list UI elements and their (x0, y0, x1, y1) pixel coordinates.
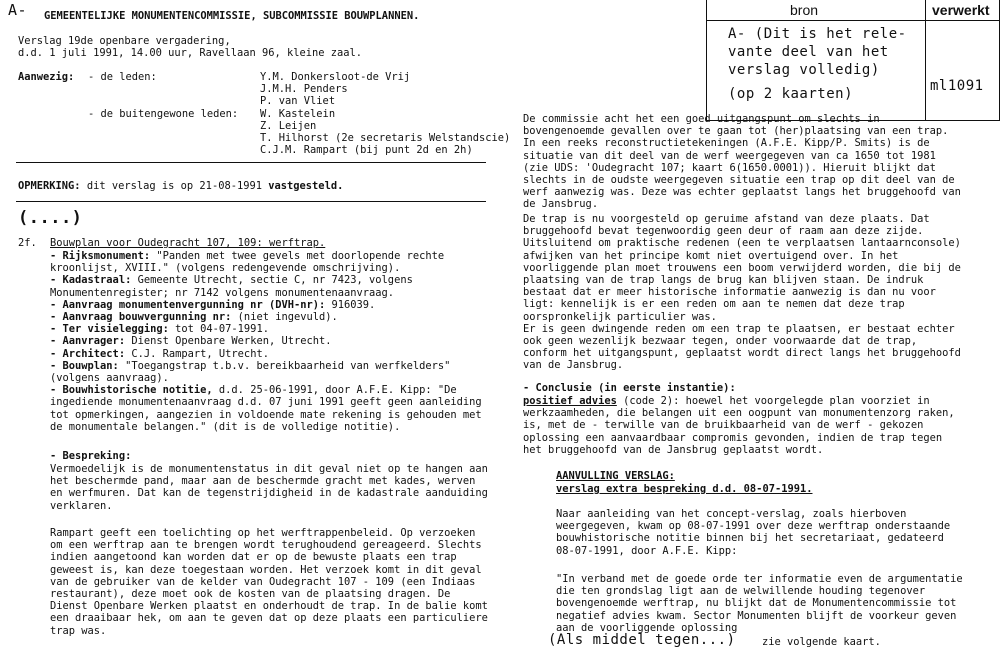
stamp-header-rule (706, 20, 999, 21)
addendum-line: weergegeven, kwam op 08-07-1991 over deze werftrap onderstaande (556, 520, 951, 533)
discussion-line: het beschermde pand, maar aan de beschermde gracht met kades, werven (50, 475, 476, 488)
quote-line: "In verband met de goede orde ter informatie even de argumentatie (556, 573, 963, 585)
item-detail-line: tot opmerkingen, aangezien in voldoende mate rekening is gehouden met (50, 408, 482, 421)
divider-1 (16, 162, 486, 163)
members-label: - de leden: (88, 71, 157, 83)
extra-member-4: C.J.M. Rampart (bij punt 2d en 2h) (260, 144, 473, 156)
right-text-line: conform het uitgangspunt, geplaatst wordt direct langs het bruggehoofd (523, 347, 961, 360)
discussion-line: een draaibaar hek, om aan te geven dat op deze plaats een particuliere (50, 612, 488, 625)
handwritten-continuation: (Als middel tegen...) (548, 632, 736, 648)
right-text-line: voorliggende plan moet trouwens een boom verwijderd worden, die bij de (523, 261, 961, 274)
discussion-line: restaurant), deze moet ook de kosten van de plaatsing dragen. De (50, 588, 451, 601)
stamp-note-line-4: (op 2 kaarten) (728, 86, 854, 102)
item-detail-line: kroonlijst, XVIII." (volgens redengevende omschrijving). (50, 262, 401, 275)
item-detail-line: - Bouwhistorische notitie, d.d. 25-06-1991, door A.F.E. Kipp: "De (50, 384, 457, 397)
kipp-quote (556, 573, 963, 634)
discussion-line: van de gebruiker van de kelder van Oudegracht 107 - 109 (een Indiaas (50, 575, 476, 588)
right-text-line: bestaat dat er meer historische informatie aanwezig is dan nu voor (523, 286, 936, 299)
quote-line: die ten grondslag ligt aan de welwillende houding tegenover (556, 585, 926, 598)
item-detail-line: - Rijksmonument: "Panden met twee gevels met doorlopende rechte (50, 250, 445, 262)
right-text-line: De commissie acht het een goed uitgangspunt om slechts in (523, 113, 880, 125)
right-text-line: In een reeks reconstructietekeningen (A.F.E. Kipp/P. Smits) is de (523, 137, 930, 150)
archive-stamp (706, 0, 1000, 121)
extra-members-label: - de buitengewone leden: (88, 108, 239, 120)
stamp-column-rule (925, 0, 926, 121)
right-text-line: slechts in de oudste weergegeven situatie een trap op dit deel van de (523, 174, 955, 187)
discussion-line: trap was. (50, 624, 107, 637)
conclusion-label: - Conclusie (in eerste instantie): (523, 382, 736, 394)
right-text-line: bruggehoofd bevat tegenwoordig geen deur of raam aan deze zijde. (523, 225, 924, 238)
item-detail-line: ingediende monumentenaanvraag d.d. 07 juni 1991 geeft geen aanleiding (50, 396, 482, 409)
extra-member-1: W. Kastelein (260, 108, 336, 120)
conclusion-advice (523, 395, 955, 456)
item-detail-line: - Architect: C.J. Rampart, Utrecht. (50, 347, 269, 360)
right-text-line: ook geen wezenlijk bezwaar tegen, onder voorwaarde dat de trap, (523, 335, 918, 348)
stamp-note-line-2: vante deel van het (728, 44, 889, 60)
addendum-line: Naar aanleiding van het concept-verslag, zoals hierboven (556, 508, 907, 520)
attendance-label: Aanwezig: (18, 71, 75, 83)
item-number: 2f. (18, 237, 37, 249)
discussion-line: Dienst Openbare Werken plaatst en onderhoudt de trap. In de balie komt (50, 600, 488, 613)
addendum-title: AANVULLING VERSLAG: (556, 470, 675, 482)
discussion-line: verklaren. (50, 499, 113, 512)
intro-line-2: d.d. 1 juli 1991, 14.00 uur, Ravellaan 96, kleine zaal. (18, 47, 363, 59)
advice-label: positief advies (523, 395, 617, 407)
item-details (50, 250, 482, 433)
member-1: Y.M. Donkersloot-de Vrij (260, 71, 411, 83)
right-text-line: van de Jansbrug. (523, 359, 624, 372)
item-detail-line: - Bouwplan: "Toegangstrap t.b.v. bereikbaarheid van werfkelders" (50, 359, 451, 372)
discussion-label: - Bespreking: (50, 450, 132, 462)
continued-note: zie volgende kaart. (762, 636, 881, 648)
quote-line: negatief advies kwam. Sector Monumenten blijft de voorkeur geven (556, 609, 957, 622)
intro-line-1: Verslag 19de openbare vergadering, (18, 35, 231, 47)
stamp-note-line-1: A- (Dit is het rele- (728, 26, 907, 42)
discussion-para-2 (50, 527, 488, 637)
right-text-line: bovengenoemde gevallen over te gaan tot (her)plaatsing van een trap. (523, 125, 949, 138)
item-detail-line: de monumentale belangen." (dit is de volledige notitie). (50, 420, 401, 433)
extra-member-3: T. Hilhorst (2e secretaris Welstandscie) (260, 132, 511, 144)
advice-line: het bruggehoofd van de Jansbrug geplaatst wordt. (523, 443, 824, 456)
addendum-text (556, 508, 950, 557)
addendum-line: bouwhistorische notitie binnen bij het secretariaat, gedateerd (556, 532, 944, 545)
advice-line: oplossing een aanvaardbaar compromis gevonden, indien de trap tegen (523, 431, 943, 444)
right-para-1 (523, 113, 961, 211)
document-title: GEMEENTELIJKE MONUMENTENCOMMISSIE, SUBCOMMISSIE BOUWPLANNEN. (44, 10, 420, 22)
quote-line: bovengenoemde werftrap, nu blijkt dat de Monumentencommissie tot (556, 597, 957, 610)
discussion-para-1 (50, 463, 488, 512)
discussion-line: om een werftrap aan te brengen wordt terughoudend gereageerd. Slechts (50, 539, 482, 552)
advice-line: positief advies (code 2): hoewel het voorgelegde plan voorziet in (523, 395, 930, 407)
item-detail-line: - Kadastraal: Gemeente Utrecht, sectie C, nr 7423, volgens (50, 274, 413, 287)
right-text-line: Uitsluitend om praktische redenen (een te verplaatsen lantaarnconsole) (523, 237, 961, 250)
item-detail-line: (volgens aanvraag). (50, 372, 169, 385)
discussion-line: Vermoedelijk is de monumentenstatus in dit geval niet op te hangen aan (50, 463, 488, 475)
right-text-line: (zie UDS: 'Oudegracht 107; kaart 6(1650.0001)). Hieruit blijkt dat (523, 161, 936, 174)
item-detail-line: - Ter visielegging: tot 04-07-1991. (50, 323, 269, 336)
item-detail-line: - Aanvrager: Dienst Openbare Werken, Utrecht. (50, 335, 332, 348)
extra-member-2: Z. Leijen (260, 120, 317, 132)
ellipsis-marker: (....) (18, 208, 83, 228)
advice-line: werkzaamheden, die belangen uit een oogpunt van monumentenzorg raken, (523, 407, 955, 420)
stamp-col-bron: bron (790, 2, 819, 18)
stamp-note-line-3: verslag volledig) (728, 62, 880, 78)
right-text-line: oorspronkelijk particulier was. (523, 310, 717, 323)
right-text-line: situatie van dit deel van de werf weergegeven van ca 1650 tot 1981 (523, 149, 936, 162)
stamp-reference: ml1091 (930, 78, 984, 94)
right-text-line: De trap is nu voorgesteld op geruime afstand van deze plaats. Dat (523, 213, 930, 225)
right-text-line: ligt: kennelijk is er een reden om aan te nemen dat deze trap (523, 298, 905, 311)
quote-line: aan de voorliggende oplossing (556, 621, 738, 634)
advice-line: is, met de - terwille van de bruikbaarheid van de werf - gekozen (523, 419, 924, 432)
item-title: Bouwplan voor Oudegracht 107, 109: werftrap. (50, 237, 326, 249)
item-detail-line: - Aanvraag monumentenvergunning nr (DVH-nr): 916039. (50, 298, 376, 311)
discussion-line: en werfmuren. Dat kan de tegenstrijdigheid in de kadastrale aanduiding (50, 487, 488, 500)
stamp-col-verwerkt: verwerkt (932, 2, 990, 18)
right-text-line: werf aanwezig was. Deze was echter geplaatst langs het bruggehoofd van (523, 186, 961, 199)
addendum-subtitle: verslag extra bespreking d.d. 08-07-1991. (556, 483, 813, 495)
discussion-line: geweest is, kan deze toegestaan worden. Het verzoek komt in dit geval (50, 563, 482, 576)
right-text-line: Er is geen dwingende reden om een trap te plaatsen, er bestaat echter (523, 322, 955, 335)
addendum-line: 08-07-1991, door A.F.E. Kipp: (556, 544, 738, 557)
divider-2 (16, 201, 486, 202)
remark: OPMERKING: dit verslag is op 21-08-1991 vastgesteld. (18, 180, 344, 192)
member-2: J.M.H. Penders (260, 83, 348, 95)
right-para-2 (523, 213, 961, 372)
discussion-line: Rampart geeft een toelichting op het werftrappenbeleid. Op verzoeken (50, 527, 476, 539)
right-text-line: de Jansbrug. (523, 198, 599, 211)
item-detail-line: Monumentenregister; nr 7142 volgens monumentenaanvraag. (50, 286, 395, 299)
right-text-line: afwijken van het principe komt niet overtuigend over. In het (523, 249, 899, 262)
item-detail-line: - Aanvraag bouwvergunning nr: (niet ingevuld). (50, 311, 338, 324)
member-3: P. van Vliet (260, 95, 336, 107)
card-label-a: A- (8, 1, 28, 19)
right-text-line: plaatsing van de trap langs de brug kan blijven staan. De indruk (523, 274, 924, 287)
discussion-line: indien aangetoond kan worden dat er op de bewuste plaats een trap (50, 551, 457, 564)
